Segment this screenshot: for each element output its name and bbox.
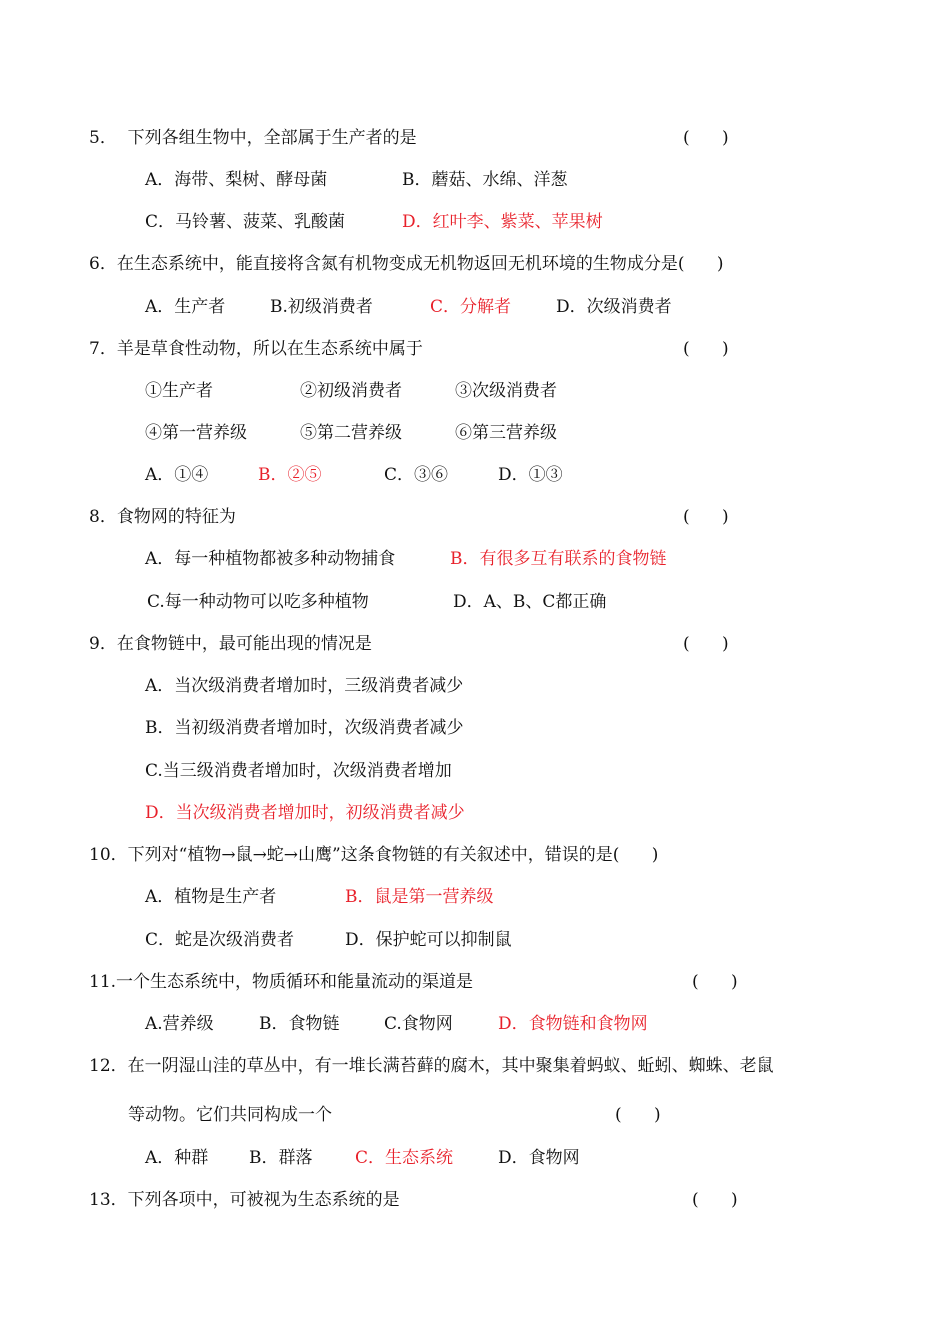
- q7-option-c: C．③⑥: [384, 465, 449, 485]
- q6-option-d: D．次级消费者: [556, 297, 672, 317]
- q10-option-d: D．保护蛇可以抑制鼠: [345, 930, 512, 950]
- q5-option-b: B．蘑菇、水绵、洋葱: [402, 170, 568, 190]
- q5-option-a: A．海带、梨树、酵母菌: [145, 170, 328, 190]
- q12-option-c-answer: C．生态系统: [355, 1148, 454, 1168]
- q6-stem: 6．在生态系统中，能直接将含氮有机物变成无机物返回无机环境的生物成分是( ): [89, 254, 724, 274]
- q8-option-b-answer: B．有很多互有联系的食物链: [450, 549, 667, 569]
- q11-option-a: A.营养级: [145, 1014, 214, 1034]
- q7-item-1: ①生产者: [145, 381, 213, 401]
- q9-answer-paren: ( ): [683, 634, 729, 654]
- q11-answer-paren: ( ): [692, 972, 738, 992]
- q8-option-a: A．每一种植物都被多种动物捕食: [145, 549, 396, 569]
- q12-stem-line2: 等动物。它们共同构成一个: [128, 1105, 332, 1125]
- q9-stem: 9．在食物链中，最可能出现的情况是: [89, 634, 372, 654]
- q12-option-a: A．种群: [145, 1148, 209, 1168]
- q5-option-c: C．马铃薯、菠菜、乳酸菌: [145, 212, 346, 232]
- q9-option-a: A．当次级消费者增加时，三级消费者减少: [145, 676, 464, 696]
- q7-stem: 7．羊是草食性动物，所以在生态系统中属于: [89, 339, 423, 359]
- q7-item-2: ②初级消费者: [300, 381, 402, 401]
- q7-option-a: A．①④: [145, 465, 209, 485]
- q7-option-b-answer: B．②⑤: [258, 465, 322, 485]
- q6-option-a: A．生产者: [145, 297, 226, 317]
- q7-item-4: ④第一营养级: [145, 423, 247, 443]
- q12-option-d: D．食物网: [498, 1148, 580, 1168]
- q7-answer-paren: ( ): [683, 339, 729, 359]
- q7-option-d: D．①③: [498, 465, 563, 485]
- q9-option-c: C.当三级消费者增加时，次级消费者增加: [145, 761, 452, 781]
- q5-option-d-answer: D．红叶李、紫菜、苹果树: [402, 212, 603, 232]
- q5-stem: 5． 下列各组生物中，全部属于生产者的是: [89, 128, 417, 148]
- q13-stem: 13．下列各项中，可被视为生态系统的是: [89, 1190, 400, 1210]
- q11-option-d-answer: D．食物链和食物网: [498, 1014, 648, 1034]
- q11-stem: 11.一个生态系统中，物质循环和能量流动的渠道是: [89, 972, 474, 992]
- q7-item-3: ③次级消费者: [455, 381, 557, 401]
- q11-option-c: C.食物网: [384, 1014, 453, 1034]
- q12-stem-line1: 12．在一阴湿山洼的草丛中，有一堆长满苔藓的腐木，其中聚集着蚂蚁、蚯蚓、蜘蛛、老鼠: [89, 1056, 774, 1076]
- q10-stem: 10．下列对“植物→鼠→蛇→山鹰”这条食物链的有关叙述中，错误的是( ): [89, 845, 659, 865]
- q10-option-b-answer: B．鼠是第一营养级: [345, 887, 494, 907]
- q12-option-b: B．群落: [249, 1148, 313, 1168]
- q13-answer-paren: ( ): [692, 1190, 738, 1210]
- q7-item-6: ⑥第三营养级: [455, 423, 557, 443]
- q8-option-d: D．A、B、C都正确: [453, 592, 607, 612]
- q8-answer-paren: ( ): [683, 507, 729, 527]
- q8-stem: 8．食物网的特征为: [89, 507, 236, 527]
- q9-option-d-answer: D．当次级消费者增加时，初级消费者减少: [145, 803, 465, 823]
- q12-answer-paren: ( ): [615, 1105, 661, 1125]
- q11-option-b: B．食物链: [259, 1014, 340, 1034]
- q5-answer-paren: ( ): [683, 128, 729, 148]
- q10-option-c: C．蛇是次级消费者: [145, 930, 295, 950]
- q10-option-a: A．植物是生产者: [145, 887, 277, 907]
- q9-option-b: B．当初级消费者增加时，次级消费者减少: [145, 718, 464, 738]
- q6-option-b: B.初级消费者: [270, 297, 373, 317]
- q6-option-c-answer: C．分解者: [430, 297, 512, 317]
- q8-option-c: C.每一种动物可以吃多种植物: [147, 592, 369, 612]
- q7-item-5: ⑤第二营养级: [300, 423, 402, 443]
